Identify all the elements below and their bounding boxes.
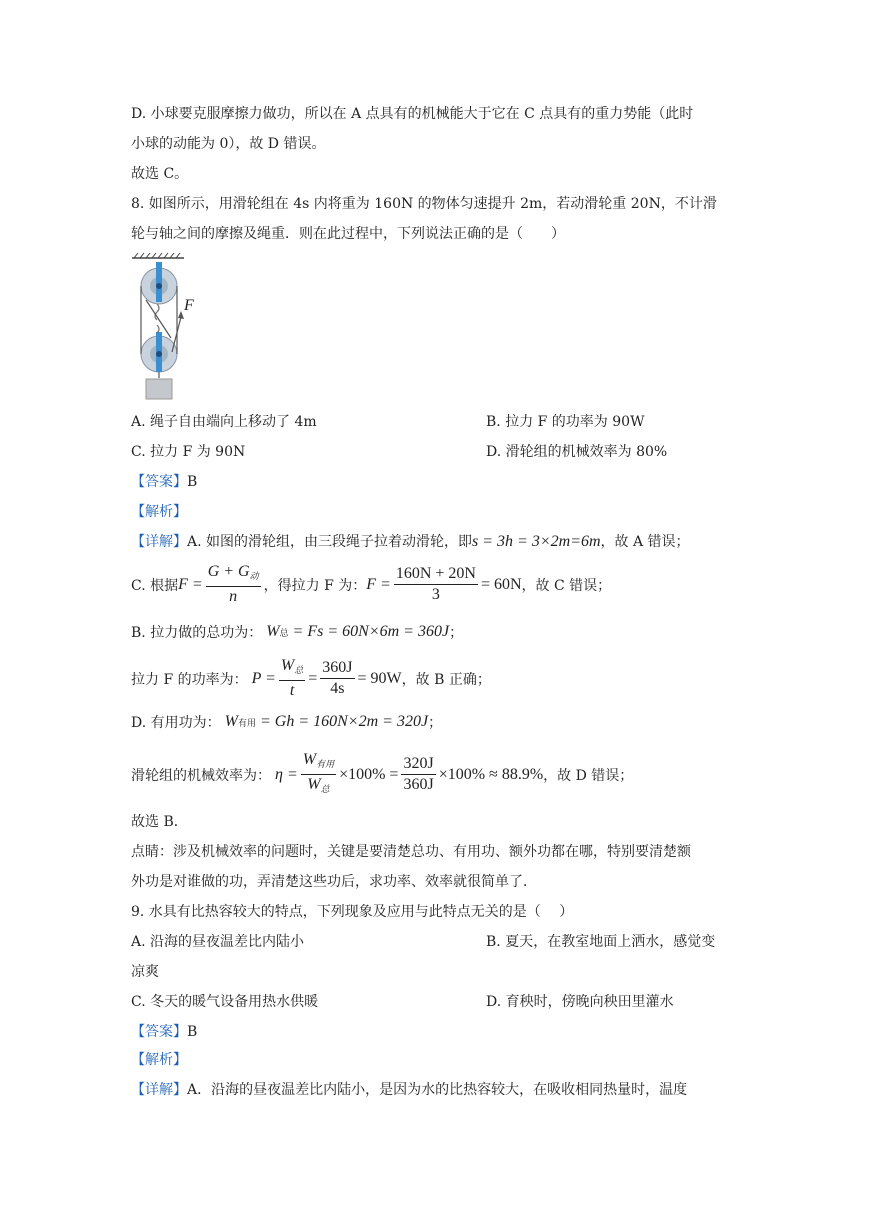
detail-b2-text: 拉力 F 的功率为：	[131, 671, 248, 688]
q8-detail-b1	[131, 622, 463, 642]
q7-option-d-explanation-line1: D. 小球要克服摩擦力做功，所以在 A 点具有的机械能大于它在 C 点具有的重力势能（此时	[131, 106, 694, 122]
frac2-den: 4s	[330, 680, 345, 697]
q8-conclusion: 故选 B．	[131, 814, 188, 830]
answer-value: B	[187, 474, 198, 490]
frac2-num: 160N + 20N	[394, 564, 478, 585]
detail-c-mid: ，得拉力 F 为：	[263, 577, 367, 594]
detail-b1-W: W	[266, 623, 280, 640]
detail-d2-text: 滑轮组的机械效率为：	[131, 767, 271, 784]
q8-analysis-tag: 【解析】	[131, 504, 187, 520]
detail-d2-fraction	[301, 750, 336, 799]
q8-stem-line2: 轮与轴之间的摩擦及绳重．则在此过程中，下列说法正确的是（ ）	[131, 226, 565, 242]
detail-c-fraction	[206, 562, 261, 607]
q8-detail-a	[131, 532, 690, 552]
detail-b2-eq: =	[308, 669, 318, 687]
q9-stem: 9. 水具有比热容较大的特点，下列现象及应用与此特点无关的是（ ）	[131, 904, 574, 920]
q8-comment-line1: 点睛：涉及机械效率的问题时，关键是要清楚总功、有用功、额外功都在哪，特别要清楚额	[131, 844, 691, 860]
q9-detail-a	[131, 1080, 687, 1100]
detail-d1-tail: ；	[428, 715, 443, 731]
detail-c-text: C. 根据	[131, 577, 179, 594]
frac-den: t	[289, 682, 295, 699]
detail-c-result: = 60N	[480, 575, 522, 593]
q8-detail-c	[131, 562, 611, 607]
detail-c-tail: ，故 C 错误；	[521, 577, 612, 594]
q7-option-d-explanation-line2: 小球的动能为 0），故 D 错误。	[131, 136, 326, 152]
frac2-den: 3	[431, 586, 440, 603]
q9-option-b-line2: 凉爽	[131, 964, 159, 980]
detail-b2-tail: ，故 B 正确；	[401, 671, 491, 688]
detail-d2-tail: ，故 D 错误；	[543, 767, 634, 784]
detail-d1-formula: = Gh = 160N×2m = 320J	[259, 713, 429, 730]
q8-option-b: B. 拉力 F 的功率为 90W	[486, 414, 645, 430]
detail-c-F: F =	[178, 575, 203, 593]
q9-analysis-tag: 【解析】	[131, 1052, 187, 1068]
q8-option-a: A. 绳子自由端向上移动了 4m	[131, 414, 317, 430]
q8-option-c: C. 拉力 F 为 90N	[131, 444, 246, 460]
answer-tag: 【答案】	[131, 1024, 187, 1040]
detail-a-text: A. 如图的滑轮组，由三段绳子拉着动滑轮，即	[187, 534, 473, 550]
detail-c-F2: F =	[366, 575, 391, 593]
q9-option-d: D. 育秧时，傍晚向秧田里灌水	[486, 994, 674, 1010]
q8-detail-d1	[131, 712, 442, 732]
frac-num-sub: 动	[249, 571, 259, 581]
q8-answer	[131, 472, 197, 492]
q8-option-d: D. 滑轮组的机械效率为 80%	[486, 444, 668, 460]
q8-stem-line1: 8. 如图所示，用滑轮组在 4s 内将重为 160N 的物体匀速提升 2m，若动滑轮重 20N，不计滑	[131, 196, 717, 212]
detail-tag: 【详解】	[131, 534, 187, 550]
frac2-den: 360J	[403, 776, 434, 793]
detail-d1-W: W	[224, 713, 238, 730]
frac-den: n	[229, 588, 238, 605]
detail-a-tail: ，故 A 错误；	[600, 534, 690, 550]
detail-d2-result: ×100% ≈ 88.9%	[438, 765, 544, 783]
q8-detail-b2	[131, 656, 491, 701]
pulley-system-figure	[128, 252, 200, 402]
q8-detail-d2	[131, 750, 633, 799]
q9-option-a: A. 沿海的昼夜温差比内陆小	[131, 934, 305, 950]
frac2-num: 360J	[320, 658, 354, 679]
detail-d2-mid: ×100% =	[339, 765, 399, 783]
frac-num-sub: 总	[294, 665, 304, 675]
frac-num-sub: 有用	[316, 759, 335, 769]
detail-b1-text: B. 拉力做的总功为：	[131, 625, 263, 641]
frac-num: W	[280, 657, 295, 674]
detail-d1-text: D. 有用功为：	[131, 715, 221, 731]
q7-conclusion: 故选 C。	[131, 166, 189, 182]
answer-tag: 【答案】	[131, 474, 187, 490]
q8-comment-line2: 外功是对谁做的功，弄清楚这些功后，求功率、效率就很简单了．	[131, 874, 537, 890]
frac-num: G + G	[207, 563, 250, 580]
detail-b1-W-sub: 总	[279, 628, 289, 639]
frac-num: W	[302, 751, 317, 768]
detail-b1-tail: ；	[449, 625, 464, 641]
q9-option-b-line1: B. 夏天，在教室地面上洒水，感觉变	[486, 934, 716, 950]
detail-b2-P: P =	[251, 669, 276, 687]
detail-b1-formula: = Fs = 60N×6m = 360J	[292, 623, 450, 640]
frac2-num: 320J	[401, 754, 435, 775]
detail-tag: 【详解】	[131, 1082, 187, 1098]
q9-answer	[131, 1022, 197, 1042]
detail-a-text: A．沿海的昼夜温差比内陆小，是因为水的比热容较大，在吸收相同热量时，温度	[187, 1082, 688, 1098]
detail-a-formula: s = 3h = 3×2m=6m	[472, 533, 601, 550]
frac-den-sub: 总	[320, 784, 330, 794]
frac-den: W	[307, 776, 321, 793]
detail-d2-eta: η =	[275, 765, 298, 783]
detail-b2-result: = 90W	[357, 669, 402, 687]
detail-b2-fraction	[279, 656, 305, 701]
detail-c-fraction2	[394, 564, 478, 605]
detail-d1-W-sub: 有用	[237, 718, 256, 729]
q9-option-c: C. 冬天的暖气设备用热水供暖	[131, 994, 319, 1010]
detail-b2-fraction2	[320, 658, 354, 699]
detail-d2-fraction2	[401, 754, 435, 795]
answer-value: B	[187, 1024, 198, 1040]
force-f-label: F	[184, 297, 194, 314]
